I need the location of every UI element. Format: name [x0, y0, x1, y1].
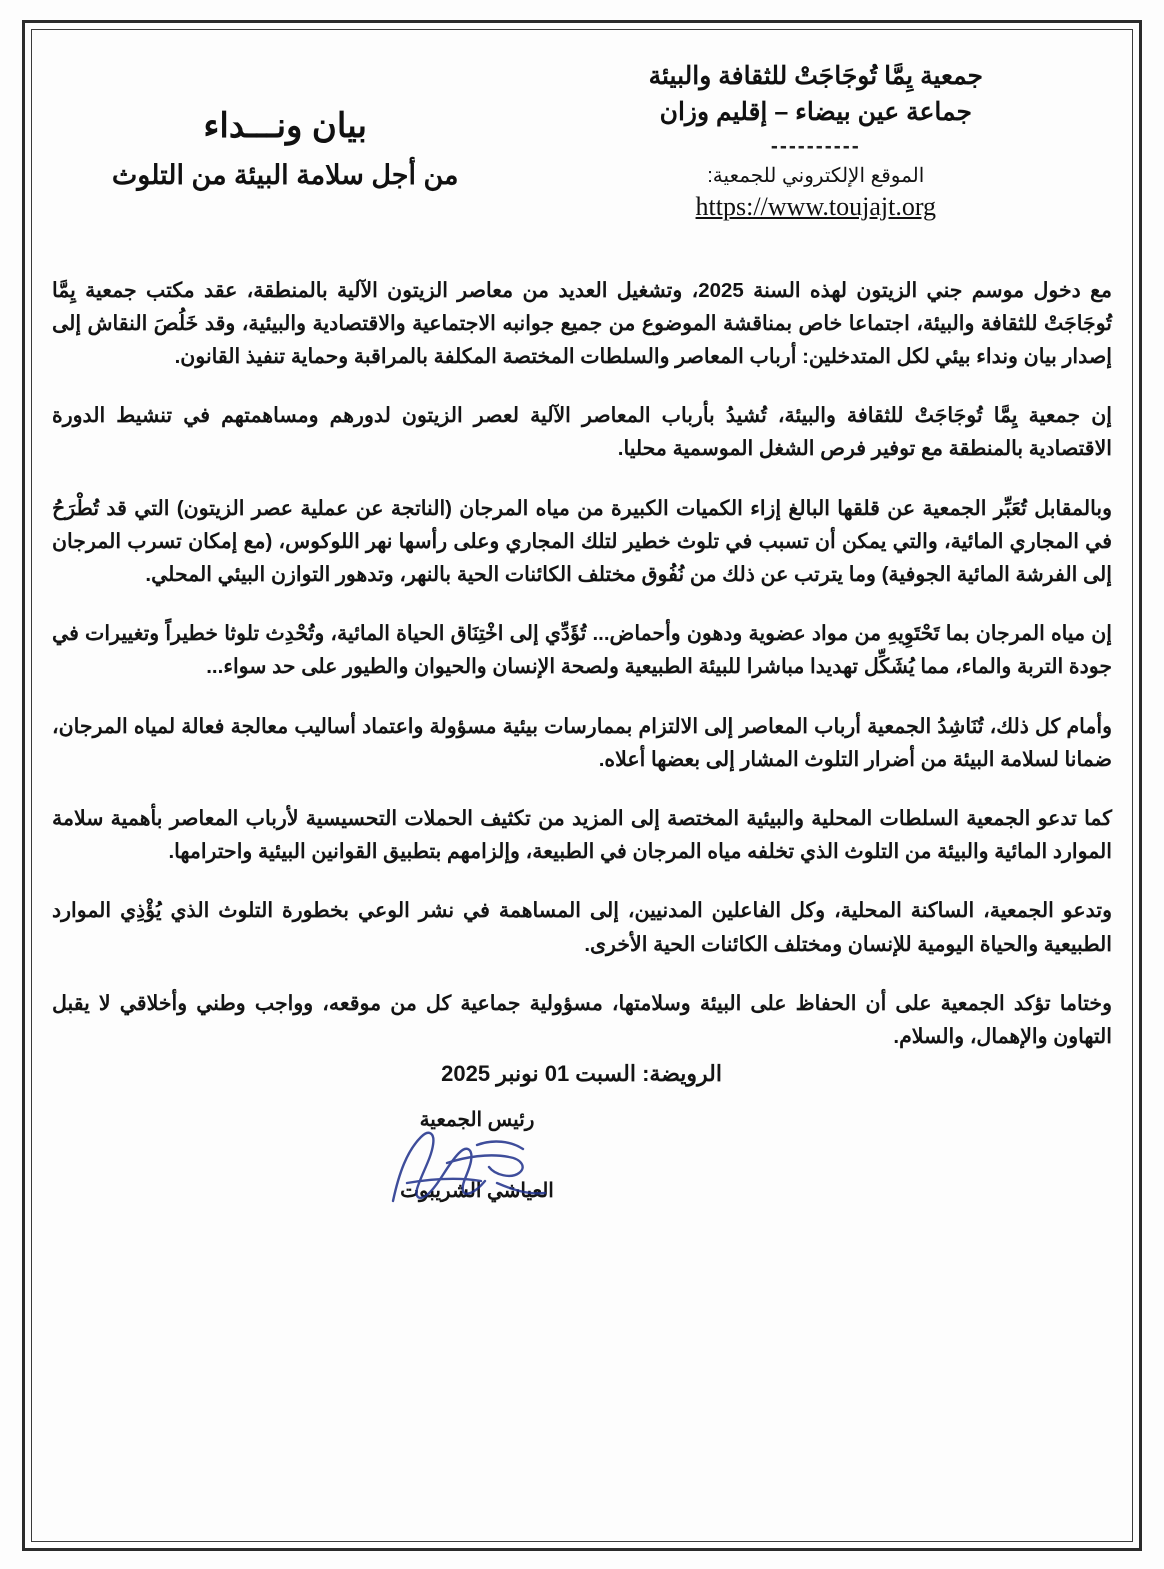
title-block [52, 58, 518, 191]
website-label: الموقع الإلكتروني للجمعية: [707, 164, 925, 187]
document-header [52, 48, 1112, 222]
paragraph: وأمام كل ذلك، تُنَاشِدُ الجمعية أرباب المعاصر إلى الالتزام بممارسات بيئية مسؤولة واعتماد أساليب معالجة فعالة لمياه المرجان، ضمانا لسلامة البيئة من أضرار التلوث المشار إلى بعضها أعلاه. [52, 714, 1112, 771]
organization-block [530, 58, 1112, 222]
paragraph: وختاما تؤكد الجمعية على أن الحفاظ على البيئة وسلامتها، مسؤولية جماعية كل من موقعه، وواجب وطني وأخلاقي لا يقبل التهاون والإهمال، والسلام. [52, 991, 1112, 1048]
paragraph: كما تدعو الجمعية السلطات المحلية والبيئية المختصة إلى المزيد من تكثيف الحملات التحسيسية لأرباب المعاصر بأهمية سلامة الموارد المائية والبيئة من التلوث الذي تخلفه مياه المرجان في الطبيعة، وإلزامهم بتطبيق القوانين البيئية واحترامها. [52, 806, 1112, 864]
organization-name-line2: جماعة عين بيضاء – إقليم وزان [659, 98, 972, 127]
document-body [52, 274, 1112, 1054]
paragraph: وبالمقابل تُعَبِّر الجمعية عن قلقها البالغ إزاء الكميات الكبيرة من مياه المرجان (الناتجة عن عملية عصر الزيتون) التي قد تُطْرَحُ في المجاري المائية، والتي يمكن أن تسبب في تلوث خطير لتلك المجاري وعلى رأسها نهر اللوكوس، (مع إمكان تسرب المرجان إلى الفرشة المائية الجوفية) وما يترتب عن ذلك من نُفُوق مختلف الكائنات الحية بالنهر، وتدهور التوازن البيئي المحلي. [52, 496, 1112, 586]
paragraph: وتدعو الجمعية، الساكنة المحلية، وكل الفاعلين المدنيين، إلى المساهمة في نشر الوعي بخطورة التلوث الذي يُؤْذِي الموارد الطبيعية والحياة اليومية للإنسان ومختلف الكائنات الحية الأخرى. [52, 899, 1112, 956]
document-content [52, 48, 1112, 1525]
place-and-date: الرويضة: السبت 01 نونبر 2025 [441, 1061, 722, 1087]
paragraph: إن جمعية يِمَّا تُوجَاجَتْ للثقافة والبيئة، تُشيدُ بأرباب المعاصر الآلية لعصر الزيتون لدورهم ومساهمتهم في تنشيط الدورة الاقتصادية بالمنطقة مع توفير فرص الشغل الموسمية محليا. [52, 404, 1112, 461]
document-footer [52, 1061, 1112, 1211]
signer-name: العياشي الشريبوت [400, 1180, 554, 1203]
page-subtitle: من أجل سلامة البيئة من التلوث [111, 160, 459, 190]
website-link[interactable]: https://www.toujajt.org [695, 191, 937, 221]
header-separator: ---------- [770, 134, 861, 158]
page-title: بيان ونـــداء [203, 107, 367, 145]
paragraph: مع دخول موسم جني الزيتون لهذه السنة 2025، وتشغيل العديد من معاصر الزيتون الآلية بالمنطقة، عقد مكتب جمعية يِمَّا تُوجَاجَتْ للثقافة والبيئة، اجتماعا خاص بمناقشة الموضوع من جميع جوانبه الاجتماعية والاقتصادية والبيئية، وقد خَلُصَ النقاش إلى إصدار بيان ونداء بيئي لكل المتدخلين: أرباب المعاصر والسلطات المختصة المكلفة بالمراقبة وحماية تنفيذ القانون. [52, 278, 1112, 368]
signature-block [362, 1107, 592, 1203]
paragraph: إن مياه المرجان بما تَحْتَوِيهِ من مواد عضوية ودهون وأحماض... تُؤَدِّي إلى اخْتِنَاق الحياة المائية، وتُحْدِث تلوثا خطيراً وتغييرات في جودة التربة والماء، مما يُشَكِّل تهديدا مباشرا للبيئة الطبيعية ولصحة الإنسان والحيوان والطيور على حد سواء... [52, 622, 1112, 679]
signer-role: رئيس الجمعية [419, 1109, 535, 1132]
organization-name-line1: جمعية يِمَّا تُوجَاجَتْ للثقافة والبيئة [648, 62, 983, 90]
